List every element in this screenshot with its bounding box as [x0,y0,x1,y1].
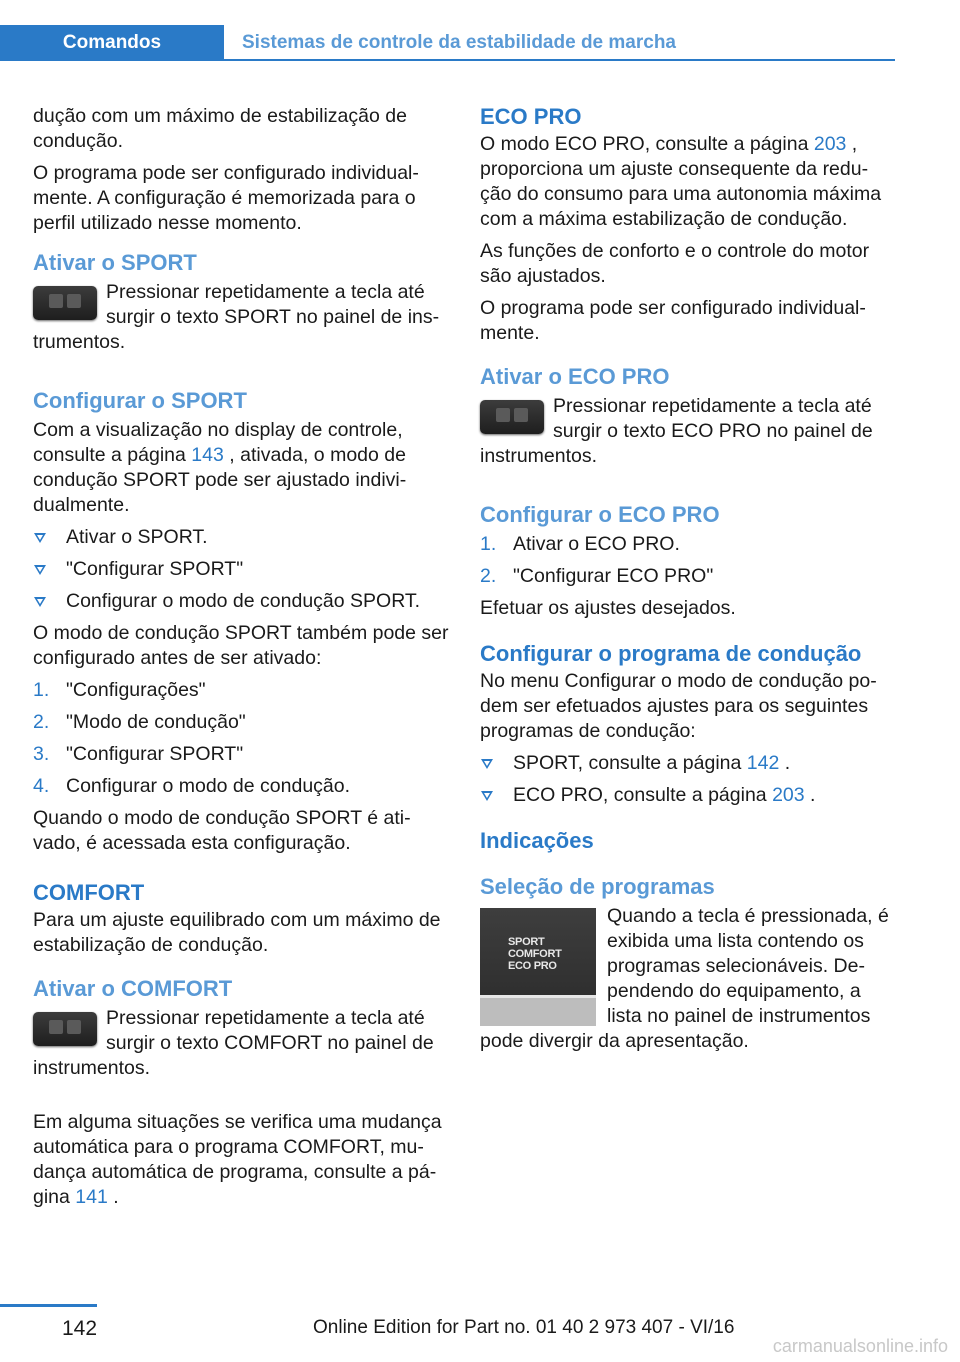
sport-bullet-list [33,525,451,614]
key-right-icon [514,408,528,422]
mode-button-icon [480,400,544,434]
intro-paragraph-2: O programa pode ser configurado individual-mente. A configuração é memorizada para o perfil utilizado nesse momento. [33,162,419,234]
comfort-heading: COMFORT [33,880,145,905]
sport-steps-list [33,678,451,799]
edition-text: Online Edition for Part no. 01 40 2 973 407 - VI/16 [313,1317,735,1338]
program-config-text: No menu Configurar o modo de condução po-dem ser efetuados ajustes para os seguintes programas de condução: [480,670,877,742]
eco-text-2: As funções de conforto e o controle do motor são ajustados. [480,240,870,287]
eco-after-text: Efetuar os ajustes desejados. [480,597,736,619]
mode-button-icon [33,286,97,320]
list-item: SPORT, consulte a página 142 . [480,751,895,776]
eco-activate-heading: Ativar o ECO PRO [480,364,670,389]
sport-config-text: Com a visualização no display de controle, consulte a página 143 , ativada, o modo de condução SPORT pode ser ajustado indivi-dualmente. [33,419,407,516]
list-item: 2. "Modo de condução" [33,711,246,733]
left-column [33,104,451,1217]
header-rule [0,59,895,61]
section-title: Sistemas de controle da estabilidade de marcha [242,32,676,53]
screen-line-eco-pro: ECO PRO [508,960,557,972]
list-item: ECO PRO, consulte a página 203 . [480,783,895,808]
list-item: 1. "Configurações" [33,679,206,701]
selection-heading: Seleção de programas [480,874,715,899]
comfort-activate-heading: Ativar o COMFORT [33,976,233,1001]
list-item: Configurar o modo de condução SPORT. [33,589,451,614]
page-link-141[interactable]: 141 [75,1186,108,1208]
list-item: "Configurar SPORT" [33,557,451,582]
triangle-bullet-icon [481,759,493,769]
key-left-icon [49,294,63,308]
program-config-heading: Configurar o programa de condução [480,641,862,666]
sport-activate-heading: Ativar o SPORT [33,250,197,275]
triangle-bullet-icon [34,565,46,575]
list-item: 1. Ativar o ECO PRO. [480,533,680,555]
eco-steps-list [480,532,895,589]
program-bullet-list [480,751,895,808]
list-item: Ativar o SPORT. [33,525,451,550]
key-left-icon [496,408,510,422]
key-right-icon [67,294,81,308]
program-list-screen-image [480,908,596,1026]
triangle-bullet-icon [481,791,493,801]
screen-line-comfort: COMFORT [508,948,562,960]
right-column [480,104,895,1061]
comfort-text: Para um ajuste equilibrado com um máximo de estabilização de condução. [33,909,441,956]
footer-rule [0,1304,97,1307]
selection-text: Quando a tecla é pressionada, é exibida uma lista contendo os programas selecionáveis. De-pendendo do equipamento, a lista no painel de instrumentos pode divergir da apresentação. [480,905,889,1052]
eco-heading: ECO PRO [480,104,582,129]
notes-heading: Indicações [480,828,594,853]
sport-activate-text: Pressionar repetidamente a tecla até surgir o texto SPORT no painel de ins-trumentos. [33,281,440,353]
page-link-203[interactable]: 203 [772,784,805,806]
page-link-143[interactable]: 143 [191,444,224,466]
eco-activate-text: Pressionar repetidamente a tecla até surgir o texto ECO PRO no painel de instrumentos. [480,395,873,467]
sport-config-heading: Configurar o SPORT [33,388,247,413]
chapter-tab[interactable] [0,25,224,61]
comfort-activate-text: Pressionar repetidamente a tecla até surgir o texto COMFORT no painel de instrumentos. [33,1007,434,1079]
sport-after-text: Quando o modo de condução SPORT é ati-vado, é acessada esta configuração. [33,807,411,854]
triangle-bullet-icon [34,533,46,543]
screen-line-sport: SPORT [508,936,545,948]
page-link-142[interactable]: 142 [746,752,780,774]
list-item: 3. "Configurar SPORT" [33,743,244,765]
page-header [0,25,895,61]
page-number: 142 [62,1317,98,1340]
comfort-auto-text: Em alguma situações se verifica uma mudança automática para o programa COMFORT, mu-dança automática de programa, consulte a pá-gina 141 . [33,1111,442,1208]
triangle-bullet-icon [34,597,46,607]
eco-text-3: O programa pode ser configurado individual-mente. [480,297,866,344]
mode-button-icon [33,1012,97,1046]
page-link-203[interactable]: 203 [813,133,847,155]
chapter-title: Comandos [62,32,162,53]
intro-paragraph-1: dução com um máximo de estabilização de condução. [33,105,407,152]
eco-text: O modo ECO PRO, consulte a página 203 , proporciona um ajuste consequente da redu-ção do consumo para uma autonomia máxima com a máxima estabilização de condução. [480,133,882,230]
sport-before-text: O modo de condução SPORT também pode ser configurado antes de ser ativado: [33,622,449,669]
list-item: 4. Configurar o modo de condução. [33,775,351,797]
eco-config-heading: Configurar o ECO PRO [480,502,720,527]
watermark: carmanualsonline.info [772,1336,948,1356]
key-right-icon [67,1020,81,1034]
list-item: 2. "Configurar ECO PRO" [480,565,714,587]
key-left-icon [49,1020,63,1034]
